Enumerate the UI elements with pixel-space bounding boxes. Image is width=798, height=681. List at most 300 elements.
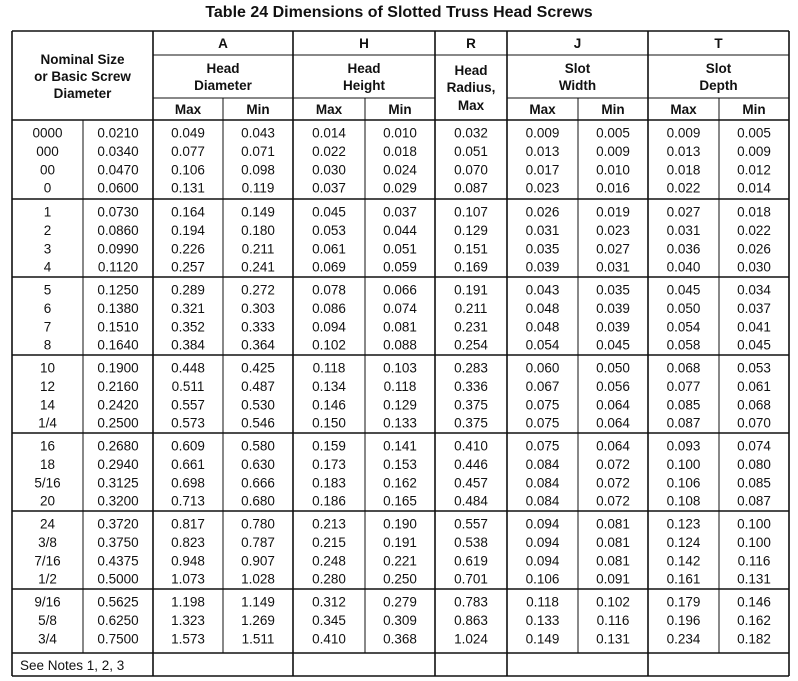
table-cell: 0.078 xyxy=(312,282,346,298)
table-cell: 0.102 xyxy=(312,337,346,353)
header-desc: Depth xyxy=(699,78,738,93)
table-cell: 1.028 xyxy=(241,571,275,587)
table-cell: 0.609 xyxy=(171,438,205,454)
table-cell: 0.048 xyxy=(525,319,560,335)
table-cell: 0.018 xyxy=(737,204,771,220)
table-cell: 0.448 xyxy=(171,360,205,376)
table-cell: 0.068 xyxy=(737,397,771,413)
table-cell: 1.024 xyxy=(454,631,488,647)
table-cell: 0.0340 xyxy=(97,143,139,159)
table-cell: 0.100 xyxy=(737,534,771,550)
table-cell: 0.150 xyxy=(312,415,346,431)
table-cell: 0.031 xyxy=(525,222,560,238)
table-cell: 0.191 xyxy=(383,534,417,550)
table-cell: 0.106 xyxy=(171,162,205,178)
table-cell: 0.054 xyxy=(666,319,701,335)
table-cell: 0.5000 xyxy=(97,571,139,587)
table-cell: 1.511 xyxy=(241,631,275,647)
table-cell: 0.817 xyxy=(171,516,205,532)
table-cell: 0.024 xyxy=(383,162,417,178)
table-cell: 4 xyxy=(43,259,52,275)
table-cell: 0.075 xyxy=(525,397,560,413)
table-cell: 0.226 xyxy=(171,241,205,257)
table-cell: 0.053 xyxy=(737,360,771,376)
table-cell: 0.182 xyxy=(737,631,771,647)
table-cell: 0.211 xyxy=(241,241,275,257)
table-cell: 1.573 xyxy=(171,631,205,647)
table-cell: 0.036 xyxy=(666,241,701,257)
table-cell: 0.336 xyxy=(454,378,488,394)
table-cell: 0.3720 xyxy=(97,516,139,532)
table-cell: 0.085 xyxy=(737,475,771,491)
table-cell: 0.075 xyxy=(525,415,560,431)
table-cell: 0.075 xyxy=(525,438,560,454)
table-cell: 0.087 xyxy=(666,415,701,431)
table-cell: 0.027 xyxy=(596,241,630,257)
table-cell: 0.179 xyxy=(666,594,701,610)
table-cell: 0.086 xyxy=(312,300,346,316)
table-cell: 0.034 xyxy=(737,282,771,298)
table-cell: 0.051 xyxy=(454,143,488,159)
table-cell: 0.035 xyxy=(596,282,630,298)
table-cell: 0.068 xyxy=(666,360,701,376)
table-cell: 0.016 xyxy=(596,180,630,196)
table-cell: 0.0860 xyxy=(97,222,139,238)
table-cell: 0.1380 xyxy=(97,300,139,316)
table-cell: 0.2680 xyxy=(97,438,139,454)
table-cell: 5 xyxy=(43,282,52,298)
table-cell: 0.312 xyxy=(312,594,346,610)
table-cell: 0.088 xyxy=(383,337,417,353)
table-cell: 0.039 xyxy=(525,259,560,275)
table-cell: 0.196 xyxy=(666,612,701,628)
table-cell: 0.030 xyxy=(737,259,771,275)
table-cell: 3/8 xyxy=(38,534,57,550)
table-cell: 0.077 xyxy=(666,378,701,394)
header-nominal-size: or Basic Screw xyxy=(34,69,131,84)
table-cell: 0.116 xyxy=(596,612,630,628)
table-cell: 0.054 xyxy=(525,337,560,353)
table-cell: 7/16 xyxy=(34,553,61,569)
header-letter-a: A xyxy=(218,36,228,51)
table-cell: 0.094 xyxy=(525,534,560,550)
table-cell: 0.029 xyxy=(383,180,417,196)
table-cell: 0.221 xyxy=(383,553,417,569)
table-cell: 1 xyxy=(43,204,52,220)
table-cell: 0.321 xyxy=(171,300,205,316)
table-cell: 0.044 xyxy=(383,222,417,238)
table-cell: 0.131 xyxy=(737,571,771,587)
table-cell: 0.194 xyxy=(171,222,205,238)
table-cell: 24 xyxy=(39,516,56,532)
table-cell: 0.141 xyxy=(383,438,417,454)
table-cell: 0.040 xyxy=(666,259,701,275)
table-cell: 0.698 xyxy=(171,475,205,491)
table-cell: 0.169 xyxy=(454,259,488,275)
table-cell: 5/8 xyxy=(38,612,57,628)
table-cell: 2 xyxy=(43,222,52,238)
table-cell: 0.049 xyxy=(171,125,205,141)
table-cell: 0.6250 xyxy=(97,612,139,628)
table-cell: 0.146 xyxy=(312,397,346,413)
table-cell: 0.0210 xyxy=(97,125,139,141)
table-cell: 0.070 xyxy=(454,162,488,178)
table-cell: 0.039 xyxy=(596,319,630,335)
table-cell: 1/4 xyxy=(38,415,57,431)
header-letter-r: R xyxy=(466,36,476,51)
table-cell: 0.279 xyxy=(383,594,417,610)
table-cell: 0.023 xyxy=(596,222,630,238)
footnote: See Notes 1, 2, 3 xyxy=(20,658,125,673)
table-cell: 0.1120 xyxy=(97,259,139,275)
table-cell: 0.159 xyxy=(312,438,346,454)
table-cell: 0.425 xyxy=(241,360,275,376)
table-cell: 0.060 xyxy=(525,360,560,376)
table-cell: 0.050 xyxy=(666,300,701,316)
table-cell: 0.783 xyxy=(454,594,488,610)
table-cell: 0.077 xyxy=(171,143,205,159)
table-cell: 0.666 xyxy=(241,475,275,491)
table-cell: 0.907 xyxy=(241,553,275,569)
table-cell: 0.087 xyxy=(454,180,488,196)
table-cell: 0.787 xyxy=(241,534,275,550)
table-cell: 0.368 xyxy=(383,631,417,647)
table-cell: 1.269 xyxy=(241,612,275,628)
table-cell: 0.2160 xyxy=(97,378,139,394)
header-desc: Slot xyxy=(705,61,732,76)
table-cell: 0.030 xyxy=(312,162,346,178)
table-cell: 0.094 xyxy=(525,553,560,569)
table-cell: 0.070 xyxy=(737,415,771,431)
table-cell: 0.309 xyxy=(383,612,417,628)
table-cell: 0000 xyxy=(32,125,63,141)
table-cell: 0.059 xyxy=(383,259,417,275)
header-desc: Width xyxy=(558,78,597,93)
table-cell: 0.037 xyxy=(737,300,771,316)
table-cell: 0.1900 xyxy=(97,360,139,376)
table-cell: 12 xyxy=(39,378,56,394)
table-cell: 0.072 xyxy=(596,456,630,472)
table-cell: 0.151 xyxy=(454,241,488,257)
table-cell: 0.557 xyxy=(171,397,205,413)
table-cell: 0.538 xyxy=(454,534,488,550)
table-cell: 0.100 xyxy=(666,456,701,472)
table-cell: 0.039 xyxy=(596,300,630,316)
table-cell: 0.074 xyxy=(383,300,417,316)
table-cell: 5/16 xyxy=(34,475,61,491)
table-cell: 0.254 xyxy=(454,337,488,353)
table-cell: 0.084 xyxy=(525,456,560,472)
table-cell: 0.280 xyxy=(312,571,346,587)
table-cell: 0.384 xyxy=(171,337,205,353)
header-desc: Diameter xyxy=(194,78,252,93)
table-cell: 0.051 xyxy=(383,241,417,257)
table-cell: 0.272 xyxy=(241,282,275,298)
table-cell: 0.680 xyxy=(241,493,275,509)
table-cell: 0.0990 xyxy=(97,241,139,257)
table-cell: 0.211 xyxy=(454,300,488,316)
header-desc: Head xyxy=(206,61,240,76)
table-cell: 1/2 xyxy=(38,571,57,587)
table-cell: 0.0470 xyxy=(97,162,139,178)
table-cell: 0.087 xyxy=(737,493,771,509)
table-cell: 0.074 xyxy=(737,438,771,454)
table-cell: 14 xyxy=(39,397,56,413)
table-cell: 0.022 xyxy=(666,180,701,196)
table-cell: 0.1640 xyxy=(97,337,139,353)
table-title: Table 24 Dimensions of Slotted Truss Head Screws xyxy=(205,4,593,21)
table-cell: 0.064 xyxy=(596,438,630,454)
table-cell: 0.026 xyxy=(737,241,771,257)
table-cell: 0.134 xyxy=(312,378,346,394)
table-cell: 0.446 xyxy=(454,456,488,472)
table-cell: 0.018 xyxy=(383,143,417,159)
table-cell: 00 xyxy=(39,162,56,178)
table-cell: 0.103 xyxy=(383,360,417,376)
table-cell: 0.045 xyxy=(596,337,630,353)
table-cell: 0.364 xyxy=(241,337,275,353)
table-cell: 0.043 xyxy=(525,282,560,298)
header-desc: Head xyxy=(347,61,381,76)
table-cell: 7 xyxy=(43,319,52,335)
table-cell: 0.022 xyxy=(737,222,771,238)
table-cell: 0.133 xyxy=(383,415,417,431)
table-cell: 0.250 xyxy=(383,571,417,587)
table-cell: 0.050 xyxy=(596,360,630,376)
table-cell: 0.345 xyxy=(312,612,346,628)
table-cell: 0.375 xyxy=(454,397,488,413)
table-cell: 0.183 xyxy=(312,475,346,491)
table-cell: 9/16 xyxy=(34,594,61,610)
table-cell: 0.106 xyxy=(666,475,701,491)
header-desc: Height xyxy=(343,78,385,93)
table-cell: 0.375 xyxy=(454,415,488,431)
table-cell: 0.4375 xyxy=(97,553,139,569)
table-cell: 0.017 xyxy=(525,162,560,178)
table-cell: 0.283 xyxy=(454,360,488,376)
table-cell: 10 xyxy=(39,360,56,376)
table-cell: 0.257 xyxy=(171,259,205,275)
table-cell: 0.010 xyxy=(596,162,630,178)
table-cell: 0.026 xyxy=(525,204,560,220)
table-cell: 0.186 xyxy=(312,493,346,509)
header-desc: Slot xyxy=(564,61,591,76)
table-cell: 0.164 xyxy=(171,204,205,220)
table-cell: 0.031 xyxy=(596,259,630,275)
table-cell: 0.231 xyxy=(454,319,488,335)
table-cell: 0.080 xyxy=(737,456,771,472)
table-cell: 0.081 xyxy=(383,319,417,335)
table-cell: 0.014 xyxy=(312,125,346,141)
table-cell: 1.198 xyxy=(171,594,205,610)
table-cell: 0.116 xyxy=(737,553,771,569)
table-cell: 0.084 xyxy=(525,475,560,491)
table-cell: 0.530 xyxy=(241,397,275,413)
table-cell: 0.118 xyxy=(312,360,346,376)
table-cell: 0.009 xyxy=(666,125,701,141)
table-cell: 0.045 xyxy=(312,204,346,220)
table-cell: 0.045 xyxy=(737,337,771,353)
table-cell: 0.119 xyxy=(241,180,275,196)
table-cell: 0.064 xyxy=(596,397,630,413)
table-cell: 0.124 xyxy=(666,534,701,550)
table-cell: 0.123 xyxy=(666,516,701,532)
table-cell: 0.031 xyxy=(666,222,701,238)
table-cell: 0.069 xyxy=(312,259,346,275)
table-cell: 0.2940 xyxy=(97,456,139,472)
table-cell: 0.023 xyxy=(525,180,560,196)
header-max: Max xyxy=(670,102,697,117)
table-cell: 0.067 xyxy=(525,378,560,394)
table-cell: 0.035 xyxy=(525,241,560,257)
table-cell: 0.2500 xyxy=(97,415,139,431)
table-cell: 0.165 xyxy=(383,493,417,509)
table-cell: 0.072 xyxy=(596,475,630,491)
table-cell: 0.457 xyxy=(454,475,488,491)
table-cell: 0.487 xyxy=(241,378,275,394)
table-cell: 0.009 xyxy=(596,143,630,159)
table-cell: 0.146 xyxy=(737,594,771,610)
table-cell: 0.108 xyxy=(666,493,701,509)
table-cell: 0.009 xyxy=(525,125,560,141)
table-cell: 0.005 xyxy=(596,125,630,141)
header-nominal-size: Nominal Size xyxy=(40,52,125,67)
table-cell: 0.100 xyxy=(737,516,771,532)
table-cell: 0.043 xyxy=(241,125,275,141)
table-cell: 0.129 xyxy=(383,397,417,413)
table-cell: 0.066 xyxy=(383,282,417,298)
table-cell: 1.149 xyxy=(241,594,275,610)
table-cell: 18 xyxy=(39,456,56,472)
table-cell: 0.013 xyxy=(666,143,701,159)
table-cell: 0.162 xyxy=(737,612,771,628)
header-max: Max xyxy=(529,102,556,117)
table-cell: 0.013 xyxy=(525,143,560,159)
table-cell: 0.131 xyxy=(171,180,205,196)
header-max: Max xyxy=(174,102,202,117)
table-cell: 0.081 xyxy=(596,516,630,532)
table-cell: 0.948 xyxy=(171,553,205,569)
table-cell: 0 xyxy=(43,180,52,196)
table-cell: 16 xyxy=(39,438,56,454)
table-cell: 0.022 xyxy=(312,143,346,159)
table-cell: 0.780 xyxy=(241,516,275,532)
table-cell: 0.009 xyxy=(737,143,771,159)
table-cell: 0.162 xyxy=(383,475,417,491)
table-cell: 0.863 xyxy=(454,612,488,628)
table-cell: 0.027 xyxy=(666,204,701,220)
header-letter-t: T xyxy=(714,36,723,51)
header-desc: Head xyxy=(454,63,488,78)
table-cell: 0.7500 xyxy=(97,631,139,647)
table-cell: 0.352 xyxy=(171,319,205,335)
table-cell: 0.012 xyxy=(737,162,771,178)
table-cell: 0.191 xyxy=(454,282,488,298)
header-max: Max xyxy=(315,102,343,117)
table-cell: 8 xyxy=(43,337,52,353)
table-cell: 1.323 xyxy=(171,612,205,628)
table-cell: 0.041 xyxy=(737,319,771,335)
table-cell: 0.094 xyxy=(525,516,560,532)
table-cell: 0.102 xyxy=(596,594,630,610)
table-cell: 0.005 xyxy=(737,125,771,141)
table-cell: 0.058 xyxy=(666,337,701,353)
table-cell: 0.071 xyxy=(241,143,275,159)
table-cell: 0.056 xyxy=(596,378,630,394)
table-cell: 0.1250 xyxy=(97,282,139,298)
table-cell: 0.094 xyxy=(312,319,346,335)
table-cell: 0.093 xyxy=(666,438,701,454)
table-cell: 0.131 xyxy=(596,631,630,647)
header-desc: Radius, xyxy=(446,80,496,95)
table-cell: 0.081 xyxy=(596,553,630,569)
table-cell: 0.0730 xyxy=(97,204,139,220)
table-cell: 0.3750 xyxy=(97,534,139,550)
header-min: Min xyxy=(742,102,766,117)
table-cell: 0.032 xyxy=(454,125,488,141)
table-cell: 0.045 xyxy=(666,282,701,298)
table-cell: 6 xyxy=(43,300,52,316)
header-letter-h: H xyxy=(359,36,369,51)
table-cell: 0.064 xyxy=(596,415,630,431)
table-cell: 0.619 xyxy=(454,553,488,569)
table-cell: 3/4 xyxy=(38,631,57,647)
header-min: Min xyxy=(601,102,625,117)
table-cell: 0.3200 xyxy=(97,493,139,509)
table-cell: 0.019 xyxy=(596,204,630,220)
table-cell: 0.2420 xyxy=(97,397,139,413)
table-cell: 0.084 xyxy=(525,493,560,509)
table-cell: 0.037 xyxy=(383,204,417,220)
table-cell: 1.073 xyxy=(171,571,205,587)
table-cell: 0.546 xyxy=(241,415,275,431)
table-cell: 0.484 xyxy=(454,493,488,509)
table-cell: 0.333 xyxy=(241,319,275,335)
table-cell: 0.081 xyxy=(596,534,630,550)
table-cell: 0.129 xyxy=(454,222,488,238)
table-cell: 000 xyxy=(36,143,59,159)
table-cell: 0.573 xyxy=(171,415,205,431)
table-cell: 0.289 xyxy=(171,282,205,298)
table-cell: 0.173 xyxy=(312,456,346,472)
table-cell: 0.106 xyxy=(525,571,560,587)
table-cell: 0.153 xyxy=(383,456,417,472)
table-cell: 0.661 xyxy=(171,456,205,472)
table-cell: 0.241 xyxy=(241,259,275,275)
table-cell: 0.511 xyxy=(171,378,205,394)
header-desc: Max xyxy=(457,98,485,113)
table-cell: 0.190 xyxy=(383,516,417,532)
table-cell: 3 xyxy=(43,241,52,257)
table-cell: 0.014 xyxy=(737,180,771,196)
header-letter-j: J xyxy=(573,36,582,51)
table-cell: 0.107 xyxy=(454,204,488,220)
table-cell: 0.061 xyxy=(737,378,771,394)
table-cell: 0.010 xyxy=(383,125,417,141)
table-cell: 0.072 xyxy=(596,493,630,509)
table-cell: 0.3125 xyxy=(97,475,139,491)
header-min: Min xyxy=(246,102,270,117)
table-cell: 0.248 xyxy=(312,553,346,569)
table-cell: 0.5625 xyxy=(97,594,139,610)
table-cell: 0.701 xyxy=(454,571,488,587)
table-cell: 0.215 xyxy=(312,534,346,550)
table-cell: 0.037 xyxy=(312,180,346,196)
table-cell: 0.142 xyxy=(666,553,701,569)
table-cell: 0.133 xyxy=(525,612,560,628)
table-cell: 0.091 xyxy=(596,571,630,587)
table-cell: 0.580 xyxy=(241,438,275,454)
